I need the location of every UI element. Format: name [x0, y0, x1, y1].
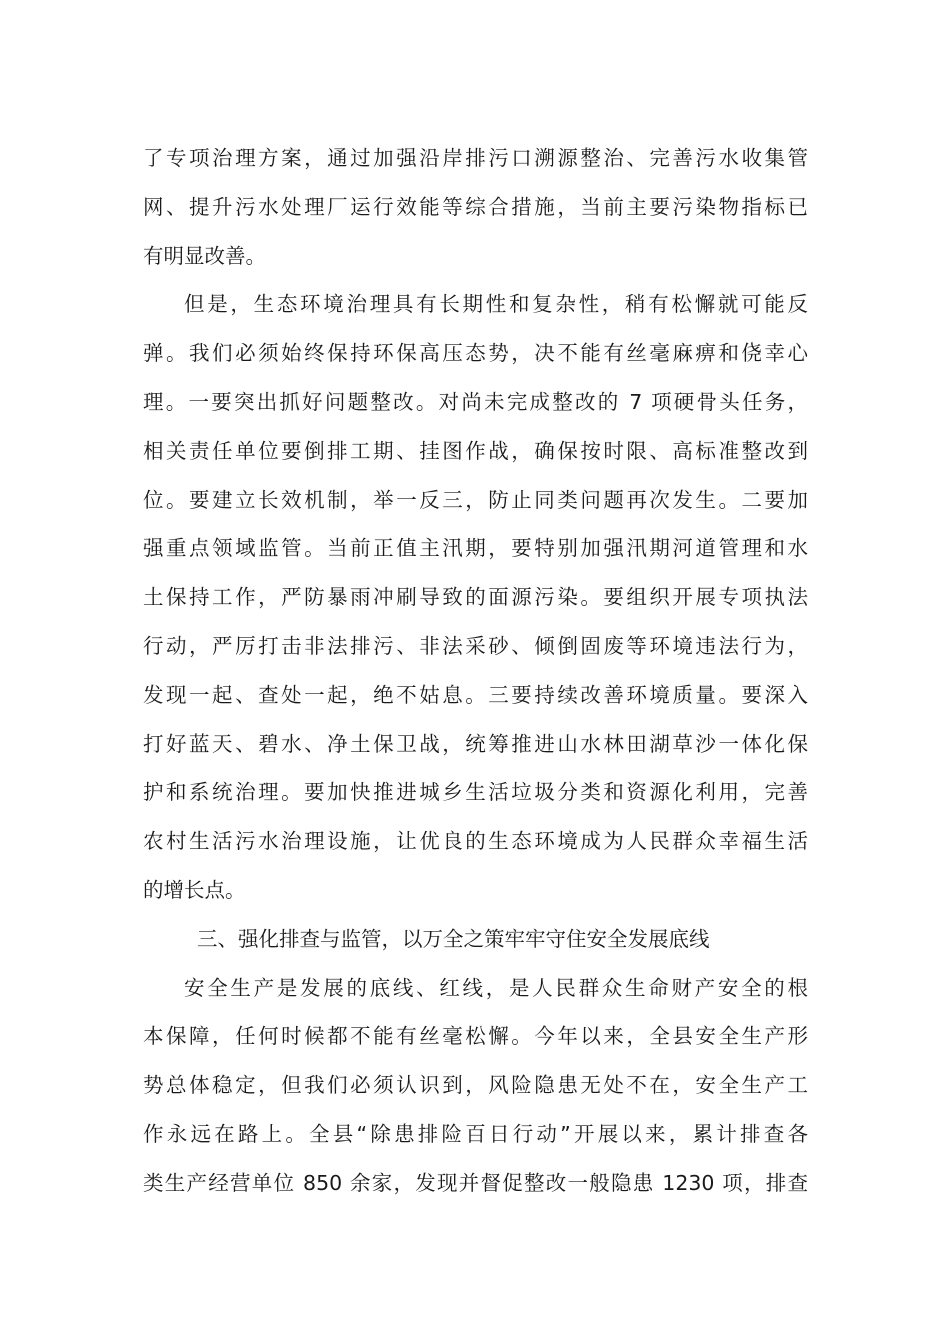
section-heading: 三、强化排查与监管，以万全之策牢牢守住安全发展底线 — [197, 926, 710, 951]
text-line: 相关责任单位要倒排工期、挂图作战，确保按时限、高标准整改到 — [143, 438, 808, 463]
text-line: 有明显改善。 — [143, 243, 266, 268]
text-line: 理。一要突出抓好问题整改。对尚未完成整改的 7 项硬骨头任务， — [143, 389, 808, 414]
text-line: 护和系统治理。要加快推进城乡生活垃圾分类和资源化利用，完善 — [143, 780, 808, 805]
paragraph-first-line: 安全生产是发展的底线、红线，是人民群众生命财产安全的根 — [184, 975, 808, 1000]
text-line: 强重点领域监管。当前正值主汛期，要特别加强汛期河道管理和水 — [143, 536, 808, 561]
text-line: 的增长点。 — [143, 877, 246, 902]
text-line: 位。要建立长效机制，举一反三，防止同类问题再次发生。二要加 — [143, 487, 808, 512]
text-line: 作永远在路上。全县“除患排险百日行动”开展以来，累计排查各 — [143, 1121, 808, 1146]
text-line: 类生产经营单位 850 余家，发现并督促整改一般隐患 1230 项，排查 — [143, 1170, 808, 1195]
text-line: 农村生活污水治理设施，让优良的生态环境成为人民群众幸福生活 — [143, 829, 808, 854]
text-line: 本保障，任何时候都不能有丝毫松懈。今年以来，全县安全生产形 — [143, 1024, 808, 1049]
text-line: 土保持工作，严防暴雨冲刷导致的面源污染。要组织开展专项执法 — [143, 585, 808, 610]
text-line: 行动，严厉打击非法排污、非法采砂、倾倒固废等环境违法行为， — [143, 633, 808, 658]
text-line: 发现一起、查处一起，绝不姑息。三要持续改善环境质量。要深入 — [143, 682, 808, 707]
text-line: 网、提升污水处理厂运行效能等综合措施，当前主要污染物指标已 — [143, 194, 808, 219]
text-line: 打好蓝天、碧水、净土保卫战，统筹推进山水林田湖草沙一体化保 — [143, 731, 808, 756]
paragraph-first-line: 但是，生态环境治理具有长期性和复杂性，稍有松懈就可能反 — [184, 292, 808, 317]
text-line: 了专项治理方案，通过加强沿岸排污口溯源整治、完善污水收集管 — [143, 146, 808, 170]
text-line: 势总体稳定，但我们必须认识到，风险隐患无处不在，安全生产工 — [143, 1073, 808, 1098]
document-body — [143, 134, 808, 1208]
text-line: 弹。我们必须始终保持环保高压态势，决不能有丝毫麻痹和侥幸心 — [143, 341, 808, 366]
